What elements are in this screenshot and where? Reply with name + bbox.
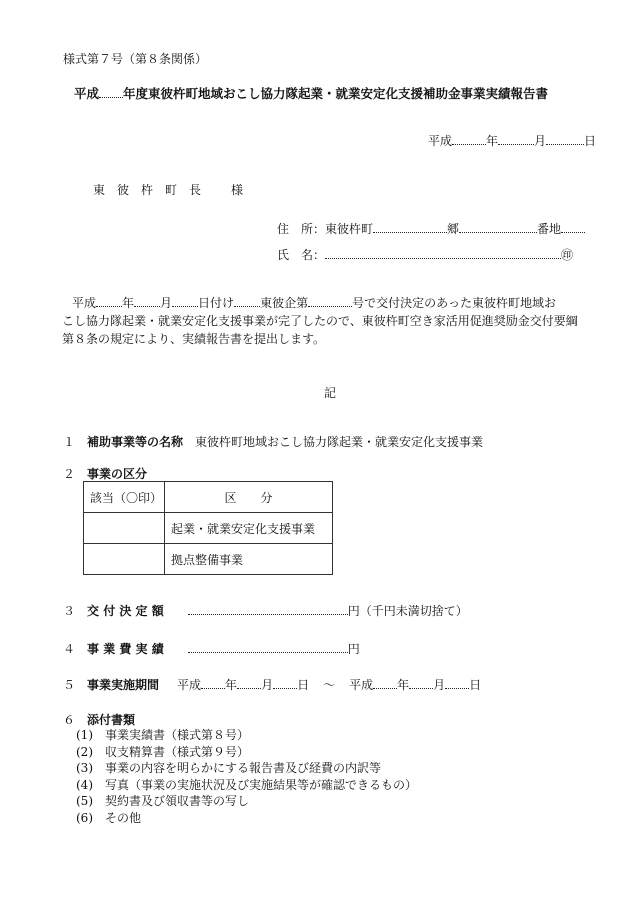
period-end-day-blank[interactable] <box>445 676 469 689</box>
applicable-cell-2[interactable] <box>84 544 165 575</box>
item-3-label: 交 付 決 定 額 <box>87 604 164 618</box>
period-end-era: 平成 <box>349 678 374 692</box>
grant-amount-blank[interactable] <box>188 602 348 615</box>
date-era: 平成 <box>428 134 453 148</box>
expense-amount-blank[interactable] <box>188 640 348 653</box>
para-num-blank[interactable] <box>308 294 352 307</box>
item-4-suffix: 円 <box>347 642 360 656</box>
para-month-label: 月 <box>160 296 173 310</box>
list-item: (5) 契約書及び領収書等の写し <box>76 794 249 808</box>
body-line-1 <box>62 294 602 312</box>
period-start-era: 平成 <box>177 678 202 692</box>
para-ref-label: 東彼企第 <box>260 296 309 310</box>
item-3 <box>63 602 468 619</box>
period-end-year-label: 年 <box>397 678 410 692</box>
item-5-label: 事業実施期間 <box>87 678 160 692</box>
list-item: (4) 写真（事業の実施状況及び実施結果等が確認できるもの） <box>76 777 418 792</box>
list-item: (1) 事業実績書（様式第８号） <box>76 728 249 742</box>
title-era: 平成 <box>74 86 100 101</box>
para-day-blank[interactable] <box>172 294 198 307</box>
item-1-label: 補助事業等の名称 <box>87 435 184 449</box>
item-1-num: １ <box>63 435 76 449</box>
date-year-blank[interactable] <box>452 132 486 145</box>
header-applicable: 該当（〇印） <box>84 482 165 513</box>
address-area-blank[interactable] <box>373 220 447 233</box>
item-2-label: 事業の区分 <box>87 467 148 481</box>
form-number: 様式第７号（第８条関係） <box>63 52 208 66</box>
item-6-label: 添付書類 <box>87 713 136 727</box>
address-banchi-blank[interactable] <box>561 220 585 233</box>
para-num-text: 号で交付決定のあった東彼杵町地域お <box>352 296 556 310</box>
para-year-blank[interactable] <box>96 294 122 307</box>
item-1 <box>63 433 483 450</box>
table-row <box>84 544 333 575</box>
para-day-label: 日付け <box>198 296 235 310</box>
date-day-blank[interactable] <box>546 132 584 145</box>
item-5 <box>63 676 481 693</box>
list-item: (6) その他 <box>76 810 141 825</box>
address-banchi-label: 番地 <box>537 222 562 236</box>
item-6 <box>63 711 135 728</box>
list-item: (3) 事業の内容を明らかにする報告書及び経費の内訳等 <box>76 761 382 775</box>
date-month-blank[interactable] <box>498 132 534 145</box>
item-5-num: ５ <box>63 678 76 692</box>
body-line-2: こし協力隊起業・就業安定化支援事業が完了したので、東彼杵町空き家活用促進奨励金交付要綱 <box>62 314 578 328</box>
division-cell-1: 起業・就業安定化支援事業 <box>165 513 333 544</box>
document-title <box>74 84 548 102</box>
addressee <box>93 181 243 198</box>
item-4 <box>63 640 360 657</box>
seal-mark: ㊞ <box>561 248 574 262</box>
address-label: 住 所： <box>277 222 326 236</box>
applicant-address <box>277 220 585 237</box>
period-end-day-label: 日 <box>469 678 482 692</box>
body-line-3: 第８条の規定により、実績報告書を提出します。 <box>62 332 326 346</box>
title-text: 年度東彼杵町地域おこし協力隊起業・就業安定化支援補助金事業実績報告書 <box>123 86 549 101</box>
address-town: 東彼杵町 <box>325 222 374 236</box>
body-paragraph <box>62 294 602 348</box>
item-2-num: ２ <box>63 467 76 481</box>
applicable-cell-1[interactable] <box>84 513 165 544</box>
period-start-year-label: 年 <box>225 678 238 692</box>
item-6-num: ６ <box>63 713 76 727</box>
item-2 <box>63 465 147 482</box>
item-1-value: 東彼杵町地域おこし協力隊起業・就業安定化支援事業 <box>195 435 484 449</box>
period-end-month-blank[interactable] <box>409 676 433 689</box>
date-line <box>428 132 596 149</box>
period-start-day-label: 日 <box>297 678 310 692</box>
name-blank[interactable] <box>325 246 561 259</box>
period-end-month-label: 月 <box>433 678 446 692</box>
period-end-year-blank[interactable] <box>373 676 397 689</box>
division-table <box>83 481 333 575</box>
date-year-label: 年 <box>486 134 499 148</box>
header-division: 区 分 <box>165 482 333 513</box>
item-4-label: 事 業 費 実 績 <box>87 642 164 656</box>
period-start-month-blank[interactable] <box>237 676 261 689</box>
ki-heading: 記 <box>324 386 337 400</box>
period-start-month-label: 月 <box>261 678 274 692</box>
name-label: 氏 名： <box>277 248 326 262</box>
period-start-year-blank[interactable] <box>201 676 225 689</box>
para-era: 平成 <box>72 296 97 310</box>
addressee-name: 東 彼 杵 町 長 <box>93 183 202 197</box>
attachments-list <box>76 727 417 826</box>
table-header-row <box>84 482 333 513</box>
table-row <box>84 513 333 544</box>
period-start-day-blank[interactable] <box>273 676 297 689</box>
period-tilde: ～ <box>323 678 336 692</box>
title-year-blank[interactable] <box>99 85 123 98</box>
item-3-num: ３ <box>63 604 76 618</box>
date-day-label: 日 <box>584 134 597 148</box>
address-go-blank[interactable] <box>459 220 537 233</box>
para-month-blank[interactable] <box>134 294 160 307</box>
para-ref-blank[interactable] <box>234 294 260 307</box>
date-month-label: 月 <box>534 134 547 148</box>
addressee-honorific: 様 <box>231 183 244 197</box>
item-4-num: ４ <box>63 642 76 656</box>
applicant-name <box>277 246 573 263</box>
address-go-label: 郷 <box>447 222 460 236</box>
para-year-label: 年 <box>122 296 135 310</box>
item-3-suffix: 円（千円未満切捨て） <box>347 604 468 618</box>
list-item: (2) 収支精算書（様式第９号） <box>76 744 249 759</box>
division-cell-2: 拠点整備事業 <box>165 544 333 575</box>
